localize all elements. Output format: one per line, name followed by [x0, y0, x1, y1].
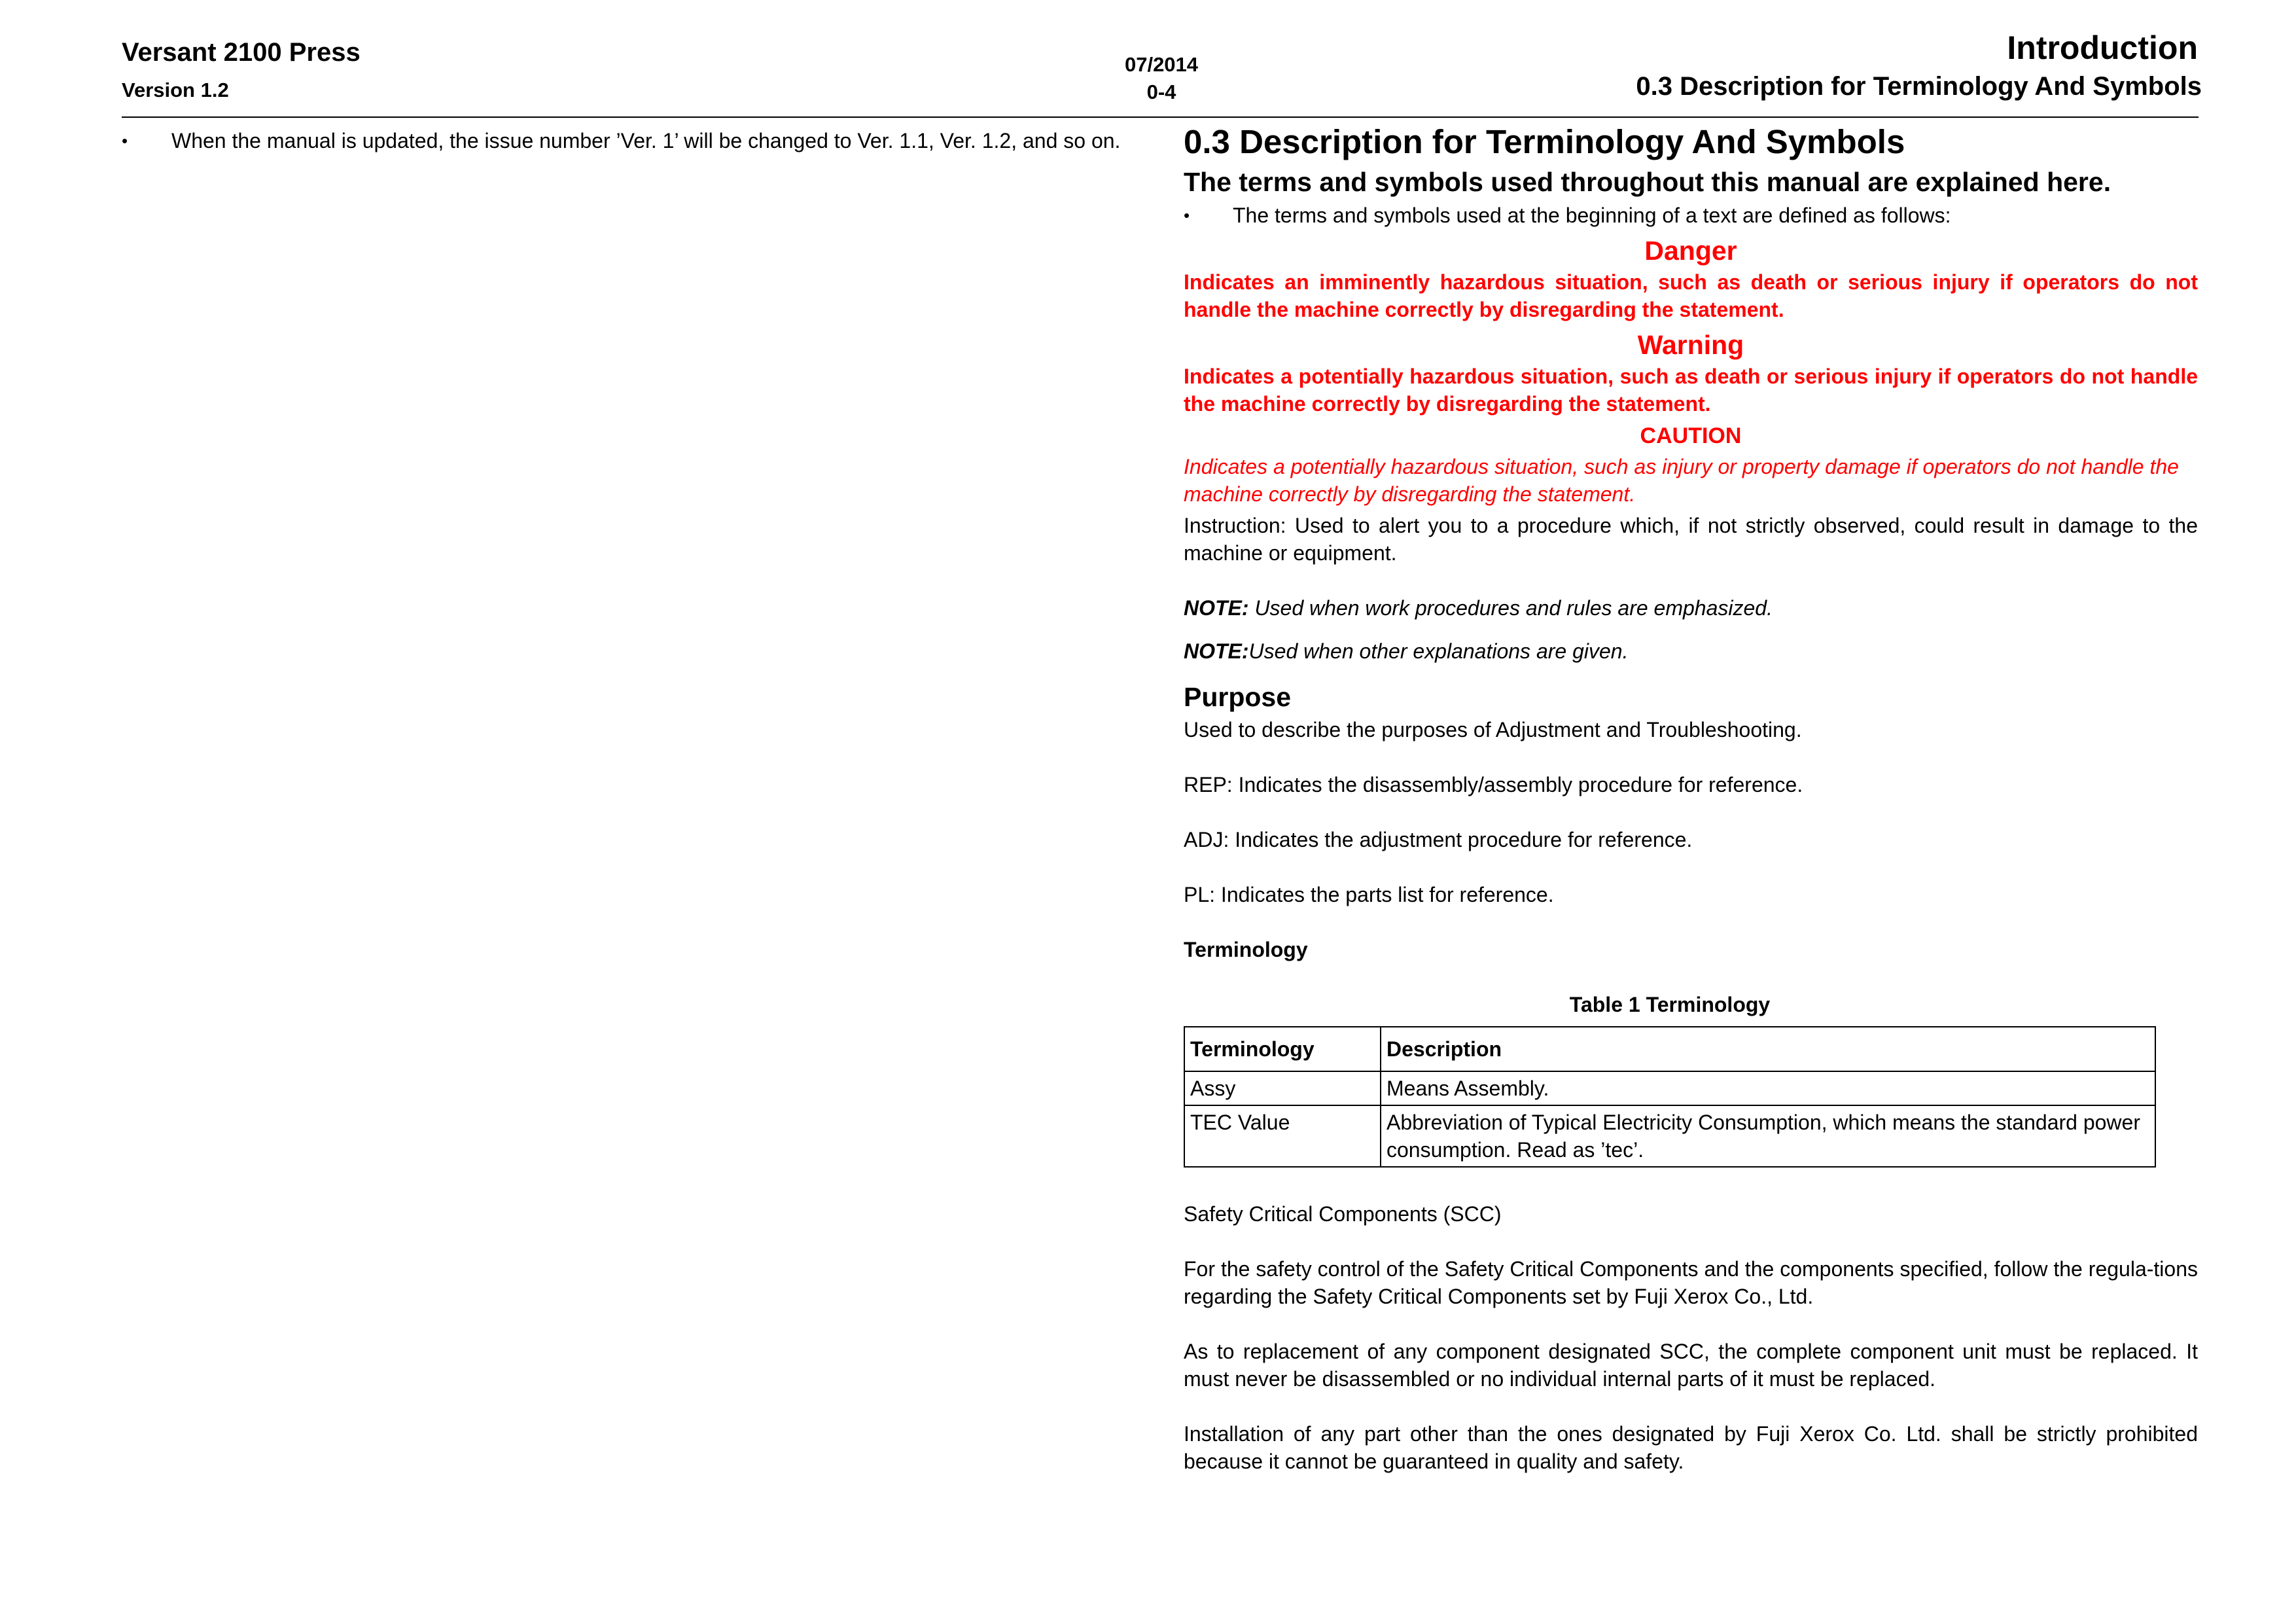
note-explanations — [1184, 637, 2198, 665]
header-page-number: 0-4 — [1146, 80, 1176, 103]
pl-text: PL: Indicates the parts list for reference. — [1184, 883, 1554, 906]
table-cell: Means Assembly. — [1381, 1071, 2155, 1105]
scc-paragraph: As to replacement of any component designated SCC, the complete component unit must be replaced. It must never be disassembled or no individual internal parts of it must be replaced. — [1184, 1340, 2198, 1391]
terminology-table — [1184, 1026, 2156, 1168]
left-column — [122, 127, 1142, 154]
note-label: NOTE: — [1184, 596, 1249, 620]
section-subtitle: The terms and symbols used throughout this manual are explained here. — [1184, 167, 2111, 197]
danger-heading: Danger — [1644, 236, 1737, 266]
header-divider — [122, 116, 2199, 118]
header-product-name: Versant 2100 Press — [122, 38, 361, 67]
purpose-text: Used to describe the purposes of Adjustment and Troubleshooting. — [1184, 718, 1802, 741]
table-header-cell: Description — [1381, 1027, 2155, 1071]
note-label: NOTE: — [1184, 639, 1249, 663]
caution-heading: CAUTION — [1640, 423, 1742, 448]
header-version: Version 1.2 — [122, 79, 229, 101]
section-title: 0.3 Description for Terminology And Symbols — [1184, 123, 1905, 160]
terminology-heading: Terminology — [1184, 938, 1308, 961]
table-caption: Table 1 Terminology — [1569, 993, 1771, 1016]
header-section: 0.3 Description for Terminology And Symbols — [1636, 72, 2202, 101]
scc-paragraph: Installation of any part other than the ones designated by Fuji Xerox Co. Ltd. shall be strictly prohibited because it cannot be guaranteed in quality and safety. — [1184, 1422, 2198, 1473]
bullet-icon: • — [122, 131, 128, 151]
bullet-icon: • — [1184, 205, 1190, 225]
list-item — [122, 127, 1142, 154]
warning-text: Indicates a potentially hazardous situation, such as death or serious injury if operators do not handle the machine correctly by disregarding the statement. — [1184, 365, 2198, 416]
purpose-heading: Purpose — [1184, 682, 1292, 712]
scc-paragraph: For the safety control of the Safety Critical Components and the components specified, follow the regula-tions regarding the Safety Critical Components set by Fuji Xerox Co., Ltd. — [1184, 1257, 2198, 1308]
caution-text: Indicates a potentially hazardous situation, such as injury or property damage if operators do not handle the machine correctly by disregarding the statement. — [1184, 455, 2179, 506]
table-cell: TEC Value — [1184, 1105, 1381, 1167]
note-text: Used when other explanations are given. — [1248, 639, 1629, 663]
note-emphasized — [1184, 594, 2198, 622]
instruction-text: Instruction: Used to alert you to a procedure which, if not strictly observed, could result in damage to the machine or equipment. — [1184, 514, 2198, 565]
right-column — [1184, 122, 2198, 1475]
header-chapter: Introduction — [2007, 29, 2198, 66]
table-header-row — [1184, 1027, 2155, 1071]
table-cell: Abbreviation of Typical Electricity Consumption, which means the standard power consumption. Read as ’tec’. — [1381, 1105, 2155, 1167]
table-cell: Assy — [1184, 1071, 1381, 1105]
danger-text: Indicates an imminently hazardous situation, such as death or serious injury if operators do not handle the machine correctly by disregarding the statement. — [1184, 270, 2198, 321]
header-date: 07/2014 — [1124, 53, 1199, 76]
scc-heading: Safety Critical Components (SCC) — [1184, 1202, 1502, 1226]
list-item — [1184, 202, 2198, 229]
warning-heading: Warning — [1637, 330, 1744, 360]
table-row — [1184, 1071, 2155, 1105]
header-date-page — [1073, 51, 1250, 106]
list-item-text: The terms and symbols used at the beginning of a text are defined as follows: — [1233, 204, 1951, 227]
list-item-text: When the manual is updated, the issue number ’Ver. 1’ will be changed to Ver. 1.1, Ver. 1.2, and so on. — [171, 129, 1121, 152]
note-text: Used when work procedures and rules are emphasized. — [1248, 596, 1773, 620]
adj-text: ADJ: Indicates the adjustment procedure for reference. — [1184, 828, 1693, 851]
table-header-cell: Terminology — [1184, 1027, 1381, 1071]
table-row — [1184, 1105, 2155, 1167]
rep-text: REP: Indicates the disassembly/assembly procedure for reference. — [1184, 773, 1803, 796]
